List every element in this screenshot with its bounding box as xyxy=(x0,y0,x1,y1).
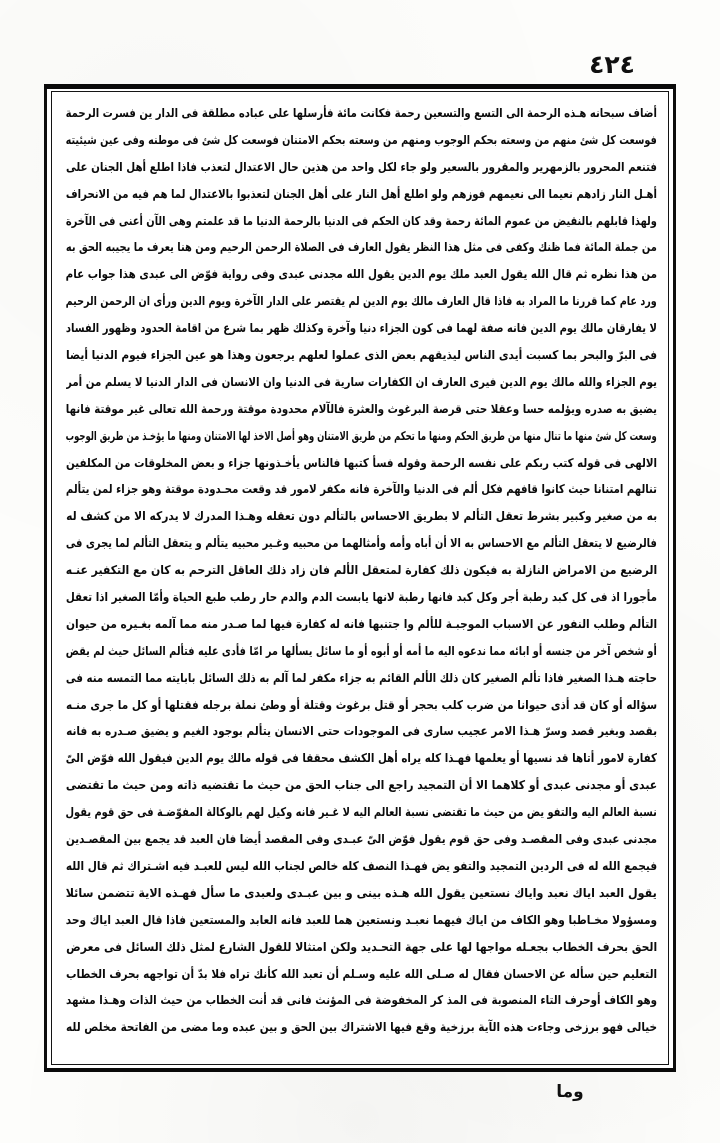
text-line xyxy=(66,315,657,342)
text-line xyxy=(66,208,657,235)
text-line-content: لا يفارقان مالك يوم الدين فانه صفة لهما فى كون الجزاء دنيا وآخرة وكذلك ظهر بما شرع من اقامة الحدود وظهور الفساد xyxy=(65,321,657,336)
text-line xyxy=(66,503,657,530)
text-line xyxy=(66,826,657,853)
text-line xyxy=(66,181,657,208)
text-line xyxy=(66,638,657,665)
text-line xyxy=(66,772,657,799)
text-line-content: أضاف سبحانه هـذه الرحمة الى التسع والتسعين رحمة فكانت مائة فأرسلها على عباده مطلقة فى الدار ين فسرت الرحمة xyxy=(65,106,657,120)
text-line-content: مجدنى عبدى وفى المقصـد وفى حق قوم يقول فوّض الىّ عبـدى وفى المقصد أيضا فان العبد قد يجمع بين المقصـدين xyxy=(65,832,657,847)
text-line xyxy=(66,853,657,880)
text-line xyxy=(66,127,657,154)
text-line-content: فيجمع الله له فى الردين التمجيد والتفو يض فهـذا النصف كله خالص لجناب الله ليس للعبـد فيه اشـتراك ثم قال الله xyxy=(65,858,657,873)
page-border-inner xyxy=(51,91,669,1065)
text-line xyxy=(66,423,657,450)
folio-number: ٤٢٤ xyxy=(589,50,635,79)
text-line-content: التألم وطلب النفور عن الاسباب الموجبـة للألم وا جتنبها فانه له كفارة فيها لما صـدر منه مما آلمه بغـيره من حيوان xyxy=(65,616,657,631)
text-line-content: ورد عام كما قررنا ما المراد به فاذا قال العارف مالك يوم الدين لم يقتصر على الدار الآخرة ويوم الدين ورأى ان الرحمن الرحيم xyxy=(65,294,657,309)
text-line-content: ومسؤولا مخـاطبا وهو الكاف من اياك فيهما نعبـد ونستعين هما للعبد فانه العابد والمستعين فاذا قال العبد اياك وحد xyxy=(65,912,657,927)
page-border-outer xyxy=(44,84,676,1072)
text-line xyxy=(66,557,657,584)
text-line-content: حاجته هـذا الصغير فاذا تألم الصغير كان ذلك الألم القائم به جزاء مكفر لما آلم به ذلك السائل بابايته مما التمسه منه فى xyxy=(65,670,657,685)
text-line xyxy=(66,880,657,907)
text-line xyxy=(66,1014,657,1041)
text-line-content: فى البرّ والبحر بما كسبت أيدى الناس ليذيقهم بعض الذى عملوا لعلهم يرجعون وهذا هو عين الجزاء فيوم الدنيا أيضا xyxy=(65,348,657,363)
text-line-content: وهو الكاف أوحرف التاء المنصوبة فى المذ كر المخفوضة فى المؤنث فانى قد أنت الخطاب من حيث الذات وهـذا مشهد xyxy=(65,993,657,1008)
text-line-content: فوسعت كل شئ منهم من وسعته بحكم الوجوب ومنهم من وسعته بحكم الامتنان فوسعت كل شئ فى موطنه وفى عين شيئيته xyxy=(65,132,657,147)
text-line-content: فالرضيع لا يتعقل التألم مع الاحساس به الا أن أباه وأمه وأمثالهما من محبيه وغـير محبيه يتألم و يتعقل التألم لما يجرى فى xyxy=(65,536,657,551)
catchword xyxy=(0,1082,720,1102)
text-line-content: أو شخص آخر من جنسه أو ابائه مما ندعوه اليه ما أمه أو أبوه أو ما سائل يسألها مر امّا فأدى عليه فتألم السائل حيث لم يقض xyxy=(65,643,657,658)
text-line xyxy=(66,234,657,261)
text-line-content: يوم الجزاء والله مالك يوم الدين فيرى العارف ان الكفارات سارية فى الدنيا وان الانسان فى الدار الدنيا لا يسلم من أمر xyxy=(65,374,657,389)
text-line-content: بقصد وبغير قصد وسرّ هـذا الامر عجيب سارى فى الموجودات حتى الانسان يتألم بوجود الغيم و يضيق صـدره به فانه xyxy=(65,724,657,739)
text-line-content: خيالى فهو برزخى وجاءت هذه الآية برزخية وقع فيها الاشتراك بين الحق و بين عبده وما مضى من الفاتحة مخلص لله xyxy=(65,1020,657,1035)
text-line-content: يضيق به صدره ويؤلمه حسا وعقلا حتى قرصة البرغوث والعثرة فالآلام محدودة موقتة ورحمة الله تعالى غير موقتة فانها xyxy=(65,401,657,416)
text-line-content: الالهى فى قوله كتب ربكم على نفسه الرحمة وقوله فسأ كتبها فالناس يأخـذونها جزاء و بعض المخلوقات من المكلفين xyxy=(65,455,657,470)
text-line-content: تنالهم امتنانا حيث كانوا قافهم فكل ألم فى الدنيا والآخرة فانه مكفر لامور قد وقعت محـدودة موقتة وهو جزاء لمن يتألم xyxy=(65,482,657,497)
text-line-content: وسعت كل شئ منها ما تنال منها من طريق الحكم ومنها ما تحكم من طريق الامتنان وهو أصل الاخذ لها الامتنان ومنها ما يؤخـذ من طريق الوجوب xyxy=(65,428,657,443)
text-line xyxy=(66,987,657,1014)
text-line-content: كفارة لامور أتاها قد نسيها أو يعلمها فهـذا كله يراه أهل الكشف محققا فى قوله مالك يوم الدين فيقول الله فوّض الىّ xyxy=(65,751,657,766)
text-block xyxy=(52,92,668,1064)
text-line xyxy=(66,476,657,503)
catchword-text: وما xyxy=(556,1082,584,1102)
text-line xyxy=(66,692,657,719)
text-line xyxy=(66,342,657,369)
text-line xyxy=(66,369,657,396)
text-line xyxy=(66,396,657,423)
text-line xyxy=(66,665,657,692)
text-line-content: عبدى أو مجدنى عبدى أو كلاهما الا أن التمجيد راجع الى جناب الحق من حيث ما تقتضيه ذاته ومن حيث ما تقتضى xyxy=(65,778,657,793)
text-line-content: فتنعم المحرور بالزمهرير والمقرور بالسعير ولو جاء لكل واحد من هذين حال الاعتدال لتعذب فاذا اطلع أهل الجنان على xyxy=(65,159,657,174)
text-line xyxy=(66,799,657,826)
text-line-content: الرضيع من الامراض النازلة به فيكون ذلك كفارة لمتعقل الألم فان زاد ذلك العاقل الترحم به كان مع التكفير عنـه xyxy=(65,563,657,578)
text-line xyxy=(66,584,657,611)
text-line xyxy=(66,718,657,745)
text-line-content: مأجورا اذ فى كل كبد رطبة أجر وكل كبد فانها رطبة لانها يابست الدم والدم حار رطب طبع الحياة وأمّا الصغير اذا تعقل xyxy=(65,590,657,605)
text-line xyxy=(66,934,657,961)
text-line xyxy=(66,100,657,127)
text-line-content: التعليم حين سأله عن الاحسان فقال له صـلى الله عليه وسـلم أن تعبد الله كأنك تراه فلا بدّ أن تواجهه بحرف الخطاب xyxy=(65,966,657,981)
text-line xyxy=(66,288,657,315)
text-line-content: يقول العبد اياك نعبد واياك نستعين يقول الله هـذه بينى و بين عبـدى ولعبدى ما سأل فهـذه الاية تتضمن سائلا xyxy=(65,885,657,900)
text-line xyxy=(66,961,657,988)
text-line-content: الحق بحرف الخطاب بجعـله مواجها لها على جهة التحـديد ولكن امتثالا للقول الشارع لمثل ذلك السائل فى معرض xyxy=(65,939,657,954)
text-line xyxy=(66,530,657,557)
text-line-content: نسبة العالم اليه والتفو يض من حيث ما تقتضى نسبة العالم اليه لا غـير فانه وكيل لهم بالوكالة المفوّضـة فى حق قوم يقول xyxy=(65,805,657,820)
text-line xyxy=(66,450,657,477)
text-line-content: سؤاله أو كان قد أذى حيوانا من ضرب كلب بحجر أو قتل برغوث وقتلة أو وطئ نملة برجله فقتلها أو كل ما جرى منـه xyxy=(65,697,657,712)
text-line xyxy=(66,154,657,181)
text-line xyxy=(66,611,657,638)
text-line xyxy=(66,907,657,934)
text-line-content: ولهذا قابلهم بالنقيض من عموم المائة رحمة وقد كان الحكم فى الدنيا بالرحمة الدنيا ما قد علمتم وهى الآن أعنى فى الآخرة xyxy=(65,213,657,228)
text-line xyxy=(66,261,657,288)
text-line-content: به من صغير وكبير بشرط تعقل التألم لا بطريق الاحساس بالتألم دون تعقله وهـذا المدرك لا يدركه الا من كشف له xyxy=(65,509,657,524)
text-line-content: من هذا نظره ثم قال الله يقول العبد ملك يوم الدين يقول الله مجدنى عبدى وفى رواية فوّض الى عبدى هذا جواب عام xyxy=(65,267,657,282)
text-line xyxy=(66,745,657,772)
text-line-content: من جملة المائة فما ظنك وكفى فى مثل هذا النظر يقول العارف فى الصلاة الرحمن الرحيم ومن هنا يعرف ما يجيبه الحق به xyxy=(65,240,657,255)
text-line-content: أهـل النار زادهم نعيما الى نعيمهم فوزهم ولو اطلع أهل النار على أهل الجنان لتعذبوا بالاعتدال لما هم فيه من الانحراف xyxy=(65,186,657,201)
